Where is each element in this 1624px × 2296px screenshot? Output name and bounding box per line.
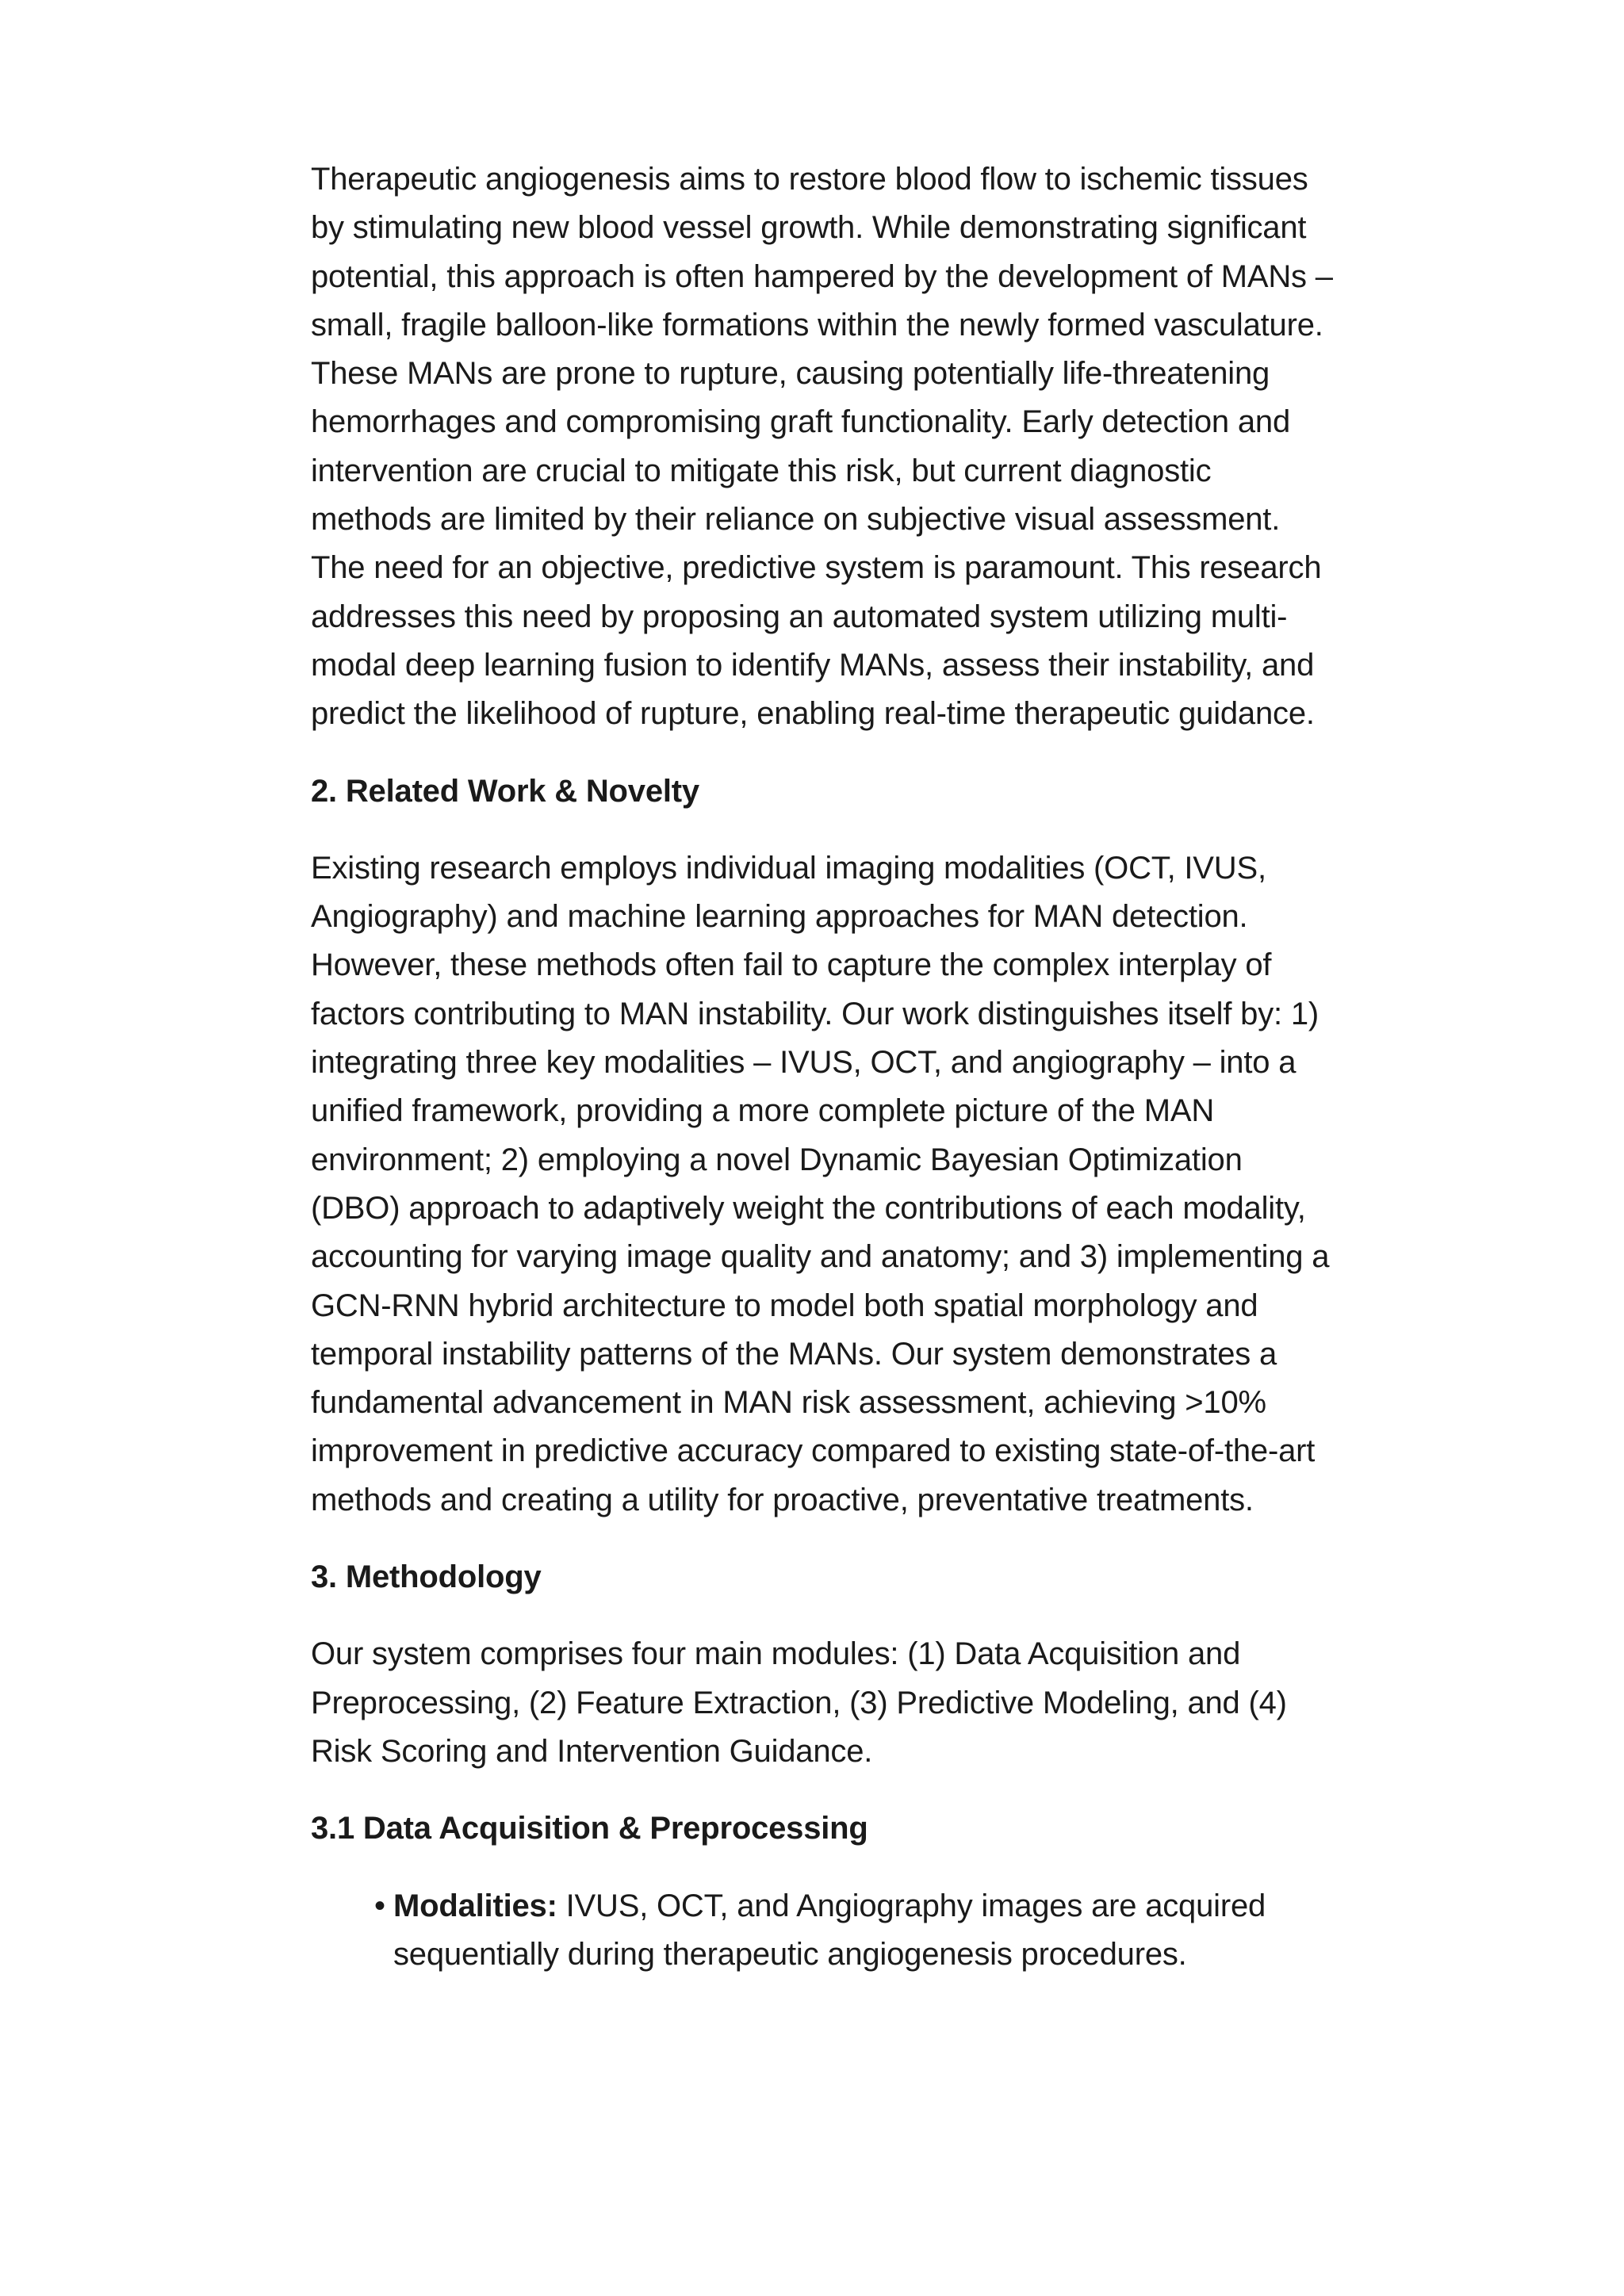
intro-paragraph: Therapeutic angiogenesis aims to restore blood flow to ischemic tissues by stimulating new blood vessel growth. While demonstrating significant potential, this approach is often hampered by the development of MANs – small, fragile balloon-like formations within the newly formed vasculature. These MANs are prone to rupture, causing potentially life-threatening hemorrhages and compromising graft functionality. Early detection and intervention are crucial to mitigate this risk, but current diagnostic methods are limited by their reliance on subjective visual assessment. The need for an objective, predictive system is paramount. This research addresses this need by proposing an automated system utilizing multi-modal deep learning fusion to identify MANs, assess their instability, and predict the likelihood of rupture, enabling real-time therapeutic guidance.	[311, 162, 1333, 732]
section-3-1-bullet-list	[311, 1882, 1334, 1980]
section-3-paragraph: Our system comprises four main modules: (1) Data Acquisition and Preprocessing, (2) Feature Extraction, (3) Predictive Modeling, and (4) Risk Scoring and Intervention Guidance.	[311, 1636, 1287, 1769]
bullet-marker: •	[374, 1888, 385, 1923]
bullet-item-modalities	[374, 1882, 1334, 1980]
document-page	[311, 155, 1334, 1979]
bullet-term: Modalities:	[393, 1888, 557, 1923]
bullet-text: IVUS, OCT, and Angiography images are acquired sequentially during therapeutic angiogenesis procedures.	[393, 1888, 1266, 1972]
section-3-1-heading: 3.1 Data Acquisition & Preprocessing	[311, 1811, 868, 1846]
section-3-heading: 3. Methodology	[311, 1559, 542, 1595]
section-2-paragraph: Existing research employs individual imaging modalities (OCT, IVUS, Angiography) and machine learning approaches for MAN detection. However, these methods often fail to capture the complex interplay of factors contributing to MAN instability. Our work distinguishes itself by: 1) integrating three key modalities – IVUS, OCT, and angiography – into a unified framework, providing a more complete picture of the MAN environment; 2) employing a novel Dynamic Bayesian Optimization (DBO) approach to adaptively weight the contributions of each modality, accounting for varying image quality and anatomy; and 3) implementing a GCN-RNN hybrid architecture to model both spatial morphology and temporal instability patterns of the MANs. Our system demonstrates a fundamental advancement in MAN risk assessment, achieving >10% improvement in predictive accuracy compared to existing state-of-the-art methods and creating a utility for proactive, preventative treatments.	[311, 850, 1330, 1517]
section-2-heading: 2. Related Work & Novelty	[311, 773, 699, 809]
